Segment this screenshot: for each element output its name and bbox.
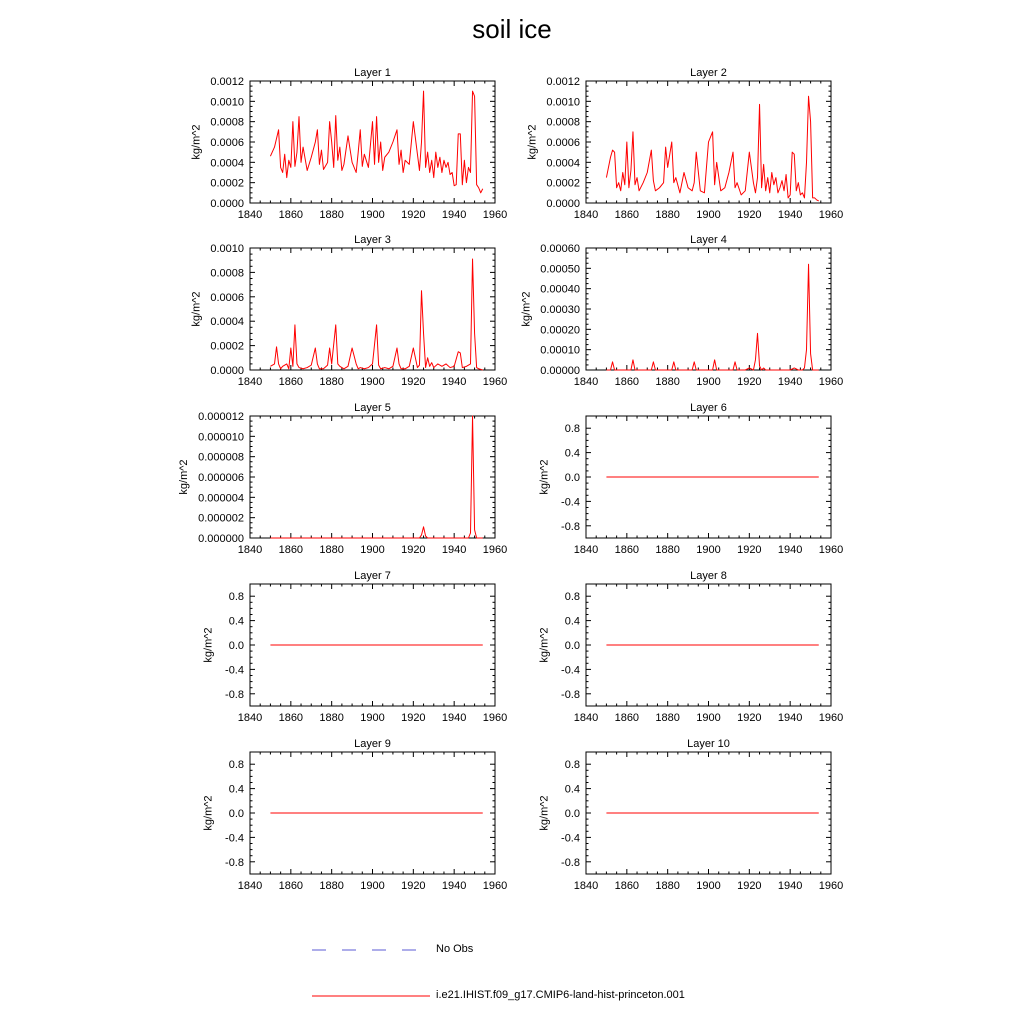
x-tick-label: 1940: [441, 712, 467, 724]
x-tick-label: 1880: [319, 376, 344, 388]
x-tick-label: 1840: [573, 376, 599, 388]
y-axis-label: kg/m^2: [202, 795, 215, 831]
panel-layer-9: [203, 738, 508, 892]
series-line: [606, 96, 818, 201]
x-tick-label: 1860: [614, 544, 640, 556]
y-axis-label: kg/m^2: [538, 459, 551, 495]
x-tick-label: 1880: [655, 376, 680, 388]
x-tick-label: 1900: [360, 544, 385, 556]
y-tick-label: 0.0004: [546, 157, 580, 170]
panel-layer-7: [203, 570, 508, 724]
x-tick-label: 1860: [278, 880, 304, 892]
x-tick-label: 1880: [655, 209, 680, 221]
y-tick-label: 0.0006: [210, 137, 244, 149]
x-tick-label: 1840: [573, 880, 599, 892]
y-tick-label: 0.000012: [198, 411, 244, 423]
y-tick-label: 0.0000: [210, 365, 244, 377]
y-tick-label: 0.0006: [546, 137, 580, 149]
x-tick-label: 1940: [441, 209, 467, 221]
x-tick-label: 1920: [737, 712, 762, 724]
y-tick-label: -0.4: [225, 832, 244, 845]
y-tick-label: 0.8: [228, 591, 244, 604]
x-tick-label: 1940: [777, 544, 803, 556]
y-tick-label: -0.4: [561, 496, 580, 509]
x-tick-label: 1860: [614, 712, 640, 724]
y-tick-label: 0.4: [228, 615, 244, 628]
x-tick-label: 1880: [319, 544, 344, 556]
y-tick-label: 0.0004: [210, 316, 244, 329]
x-tick-label: 1880: [655, 712, 680, 724]
panel-title: Layer 9: [354, 738, 391, 750]
x-tick-label: 1940: [441, 544, 467, 556]
y-tick-label: -0.4: [561, 664, 580, 677]
y-tick-label: 0.00020: [540, 324, 580, 337]
x-tick-label: 1940: [777, 209, 803, 221]
x-tick-label: 1940: [777, 376, 803, 388]
x-tick-label: 1920: [737, 880, 762, 892]
panel-layer-8: [539, 570, 844, 724]
legend-no-obs-label: No Obs: [436, 943, 474, 955]
y-tick-label: 0.0010: [210, 96, 244, 109]
y-tick-label: 0.0006: [210, 291, 244, 304]
x-tick-label: 1920: [401, 880, 426, 892]
y-tick-label: 0.000002: [198, 512, 244, 525]
x-tick-label: 1880: [655, 880, 680, 892]
y-tick-label: 0.000000: [198, 533, 244, 545]
x-tick-label: 1940: [441, 376, 467, 388]
x-tick-label: 1900: [360, 376, 385, 388]
y-tick-label: 0.8: [564, 423, 580, 436]
panel-title: Layer 6: [690, 402, 727, 414]
y-axis-label: kg/m^2: [526, 124, 539, 160]
y-tick-label: 0.000006: [198, 472, 244, 484]
y-tick-label: 0.0012: [210, 76, 244, 88]
x-tick-label: 1860: [614, 209, 640, 221]
x-tick-label: 1880: [319, 712, 344, 724]
x-tick-label: 1880: [319, 209, 344, 221]
y-tick-label: 0.000008: [198, 451, 244, 464]
y-tick-label: -0.8: [225, 856, 244, 869]
page-title: soil ice: [472, 14, 552, 44]
y-tick-label: 0.0000: [210, 198, 244, 210]
x-tick-label: 1960: [818, 209, 844, 221]
panel-layer-2: [526, 67, 843, 221]
y-tick-label: -0.4: [561, 832, 580, 845]
y-tick-label: 0.0008: [210, 267, 244, 280]
x-tick-label: 1860: [614, 880, 640, 892]
y-tick-label: 0.4: [228, 783, 244, 796]
x-tick-label: 1960: [482, 712, 508, 724]
y-tick-label: 0.0: [228, 808, 244, 820]
x-tick-label: 1900: [696, 712, 721, 724]
y-axis-label: kg/m^2: [202, 627, 215, 663]
y-tick-label: 0.0010: [210, 243, 244, 255]
x-tick-label: 1880: [319, 880, 344, 892]
panel-title: Layer 10: [687, 738, 730, 750]
y-tick-label: 0.0: [564, 472, 580, 484]
y-tick-label: -0.8: [561, 520, 580, 533]
y-tick-label: -0.4: [225, 664, 244, 677]
panel-title: Layer 8: [690, 570, 727, 582]
y-tick-label: 0.0000: [546, 198, 580, 210]
y-tick-label: 0.00030: [540, 304, 580, 316]
y-tick-label: 0.00040: [540, 283, 580, 296]
x-tick-label: 1880: [655, 544, 680, 556]
y-tick-label: 0.0: [564, 640, 580, 652]
series-line: [270, 259, 482, 370]
y-axis-label: kg/m^2: [190, 291, 203, 327]
plot-frame: [250, 416, 495, 538]
y-tick-label: 0.0008: [546, 116, 580, 129]
x-tick-label: 1900: [696, 376, 721, 388]
series-line: [270, 91, 482, 193]
x-tick-label: 1920: [401, 544, 426, 556]
x-tick-label: 1960: [482, 209, 508, 221]
x-tick-label: 1900: [696, 544, 721, 556]
panel-title: Layer 7: [354, 570, 391, 582]
x-tick-label: 1860: [614, 376, 640, 388]
y-tick-label: -0.8: [561, 856, 580, 869]
y-tick-label: 0.0004: [210, 157, 244, 170]
x-tick-label: 1920: [737, 209, 762, 221]
x-tick-label: 1860: [278, 544, 304, 556]
x-tick-label: 1900: [696, 880, 721, 892]
panel-layer-5: [178, 402, 507, 556]
x-tick-label: 1960: [818, 376, 844, 388]
panel-layer-6: [539, 402, 844, 556]
y-tick-label: 0.000004: [198, 492, 244, 505]
x-tick-label: 1840: [237, 544, 263, 556]
x-tick-label: 1960: [482, 376, 508, 388]
x-tick-label: 1940: [441, 880, 467, 892]
y-axis-label: kg/m^2: [538, 627, 551, 663]
y-tick-label: 0.00010: [540, 344, 580, 357]
panel-layer-4: [520, 234, 843, 388]
x-tick-label: 1860: [278, 209, 304, 221]
series-line: [270, 416, 482, 538]
y-tick-label: 0.4: [564, 615, 580, 628]
x-tick-label: 1840: [237, 880, 263, 892]
x-tick-label: 1920: [401, 376, 426, 388]
y-tick-label: 0.4: [564, 783, 580, 796]
y-tick-label: 0.0012: [546, 76, 580, 88]
y-tick-label: 0.4: [564, 447, 580, 460]
x-tick-label: 1940: [777, 712, 803, 724]
panel-layer-10: [539, 738, 844, 892]
series-line: [606, 264, 818, 370]
x-tick-label: 1960: [818, 880, 844, 892]
panel-layer-1: [190, 67, 507, 221]
y-tick-label: 0.0002: [546, 177, 580, 190]
panel-title: Layer 4: [690, 234, 727, 246]
x-tick-label: 1900: [360, 880, 385, 892]
x-tick-label: 1960: [818, 712, 844, 724]
x-tick-label: 1920: [737, 544, 762, 556]
x-tick-label: 1840: [237, 712, 263, 724]
y-tick-label: 0.000010: [198, 431, 244, 444]
y-axis-label: kg/m^2: [520, 291, 533, 327]
x-tick-label: 1940: [777, 880, 803, 892]
x-tick-label: 1840: [573, 712, 599, 724]
y-tick-label: 0.0002: [210, 340, 244, 353]
x-tick-label: 1960: [818, 544, 844, 556]
y-axis-label: kg/m^2: [178, 459, 191, 495]
x-tick-label: 1920: [401, 209, 426, 221]
y-tick-label: 0.8: [564, 591, 580, 604]
x-tick-label: 1900: [360, 712, 385, 724]
y-tick-label: -0.8: [225, 688, 244, 701]
y-tick-label: 0.00050: [540, 263, 580, 276]
legend-model-label: i.e21.IHIST.f09_g17.CMIP6-land-hist-princeton.001: [436, 989, 685, 1001]
x-tick-label: 1960: [482, 880, 508, 892]
y-tick-label: 0.0002: [210, 177, 244, 190]
y-axis-label: kg/m^2: [190, 124, 203, 160]
x-tick-label: 1920: [401, 712, 426, 724]
x-tick-label: 1900: [360, 209, 385, 221]
y-tick-label: 0.8: [564, 759, 580, 772]
x-tick-label: 1900: [696, 209, 721, 221]
x-tick-label: 1840: [237, 376, 263, 388]
y-tick-label: 0.00000: [540, 365, 580, 377]
panel-title: Layer 5: [354, 402, 391, 414]
plot-frame: [586, 248, 831, 370]
y-tick-label: 0.0: [564, 808, 580, 820]
y-tick-label: 0.0008: [210, 116, 244, 129]
x-tick-label: 1840: [237, 209, 263, 221]
y-tick-label: 0.0: [228, 640, 244, 652]
panel-layer-3: [190, 234, 507, 388]
panel-title: Layer 2: [690, 67, 727, 79]
x-tick-label: 1840: [573, 209, 599, 221]
y-tick-label: 0.0010: [546, 96, 580, 109]
x-tick-label: 1960: [482, 544, 508, 556]
panel-title: Layer 3: [354, 234, 391, 246]
y-tick-label: -0.8: [561, 688, 580, 701]
x-tick-label: 1840: [573, 544, 599, 556]
x-tick-label: 1860: [278, 712, 304, 724]
x-tick-label: 1860: [278, 376, 304, 388]
y-tick-label: 0.8: [228, 759, 244, 772]
y-axis-label: kg/m^2: [538, 795, 551, 831]
x-tick-label: 1920: [737, 376, 762, 388]
y-tick-label: 0.00060: [540, 243, 580, 255]
panel-title: Layer 1: [354, 67, 391, 79]
